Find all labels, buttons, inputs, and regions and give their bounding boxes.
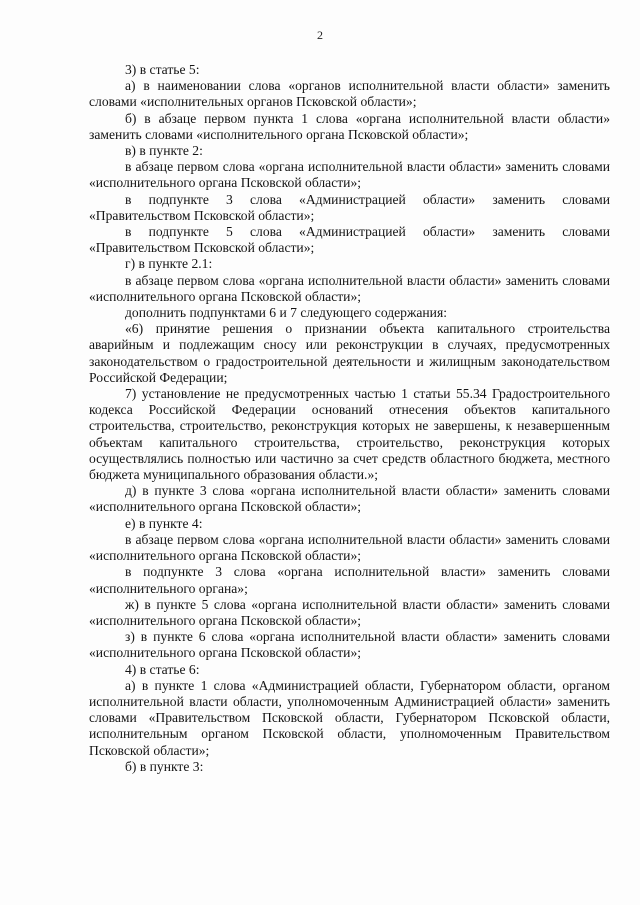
paragraph: б) в абзаце первом пункта 1 слова «органа исполнительной власти области» заменить словами «исполнительного органа Псковской области»; [89,110,610,142]
paragraph: в подпункте 5 слова «Администрацией области» заменить словами «Правительством Псковской области»; [89,224,610,256]
document-body [89,62,610,775]
paragraph: з) в пункте 6 слова «органа исполнительной власти области» заменить словами «исполнительного органа Псковской области»; [89,629,610,661]
paragraph: в абзаце первом слова «органа исполнительной власти области» заменить словами «исполнительного органа Псковской области»; [89,272,610,304]
paragraph: ж) в пункте 5 слова «органа исполнительной власти области» заменить словами «исполнительного органа Псковской области»; [89,596,610,628]
quoted-paragraph: «6) принятие решения о признании объекта капитального строительства аварийным и подлежащим сносу или реконструкции в случаях, предусмотренных законодательством о градостроительной деятельности и жилищным законодательством Российской Федерации; [89,321,610,385]
page-number: 2 [317,28,323,42]
paragraph: б) в пункте 3: [125,758,204,774]
paragraph: а) в наименовании слова «органов исполнительной власти области» заменить словами «исполнительных органов Псковской области»; [89,78,610,110]
paragraph: дополнить подпунктами 6 и 7 следующего содержания: [125,305,447,321]
paragraph: е) в пункте 4: [125,515,203,531]
paragraph: в абзаце первом слова «органа исполнительной власти области» заменить словами «исполнительного органа Псковской области»; [89,531,610,564]
paragraph: 3) в статье 5: [125,62,200,77]
paragraph: г) в пункте 2.1: [125,256,213,272]
paragraph: а) в пункте 1 слова «Администрацией области, Губернатором области, органом исполнительной власти области, уполномоченным Администрацией области» заменить словами «Правительством Псковской области, Губернатором Псковской области, исполнительным органом Псковской области, уполномоченным Правительством Псковской области»; [89,677,610,758]
paragraph: д) в пункте 3 слова «органа исполнительной власти области» заменить словами «исполнительного органа Псковской области»; [89,483,610,515]
paragraph: в) в пункте 2: [125,143,203,159]
paragraph: в подпункте 3 слова «Администрацией области» заменить словами «Правительством Псковской области»; [89,191,610,223]
quoted-paragraph: 7) установление не предусмотренных частью 1 статьи 55.34 Градостроительного кодекса Российской Федерации оснований отнесения объектов капитального строительства, строительство, реконструкция которых не завершены, к незавершенным объектам капитального строительства, строительство, реконструкция которых осуществлялись полностью или частично за счет средств областного бюджета, местного бюджета муниципального образования области.»; [89,386,610,483]
paragraph: 4) в статье 6: [125,661,200,677]
paragraph: в абзаце первом слова «органа исполнительной власти области» заменить словами «исполнительного органа Псковской области»; [89,159,610,191]
paragraph: в подпункте 3 слова «органа исполнительной власти» заменить словами «исполнительного органа»; [89,564,610,596]
